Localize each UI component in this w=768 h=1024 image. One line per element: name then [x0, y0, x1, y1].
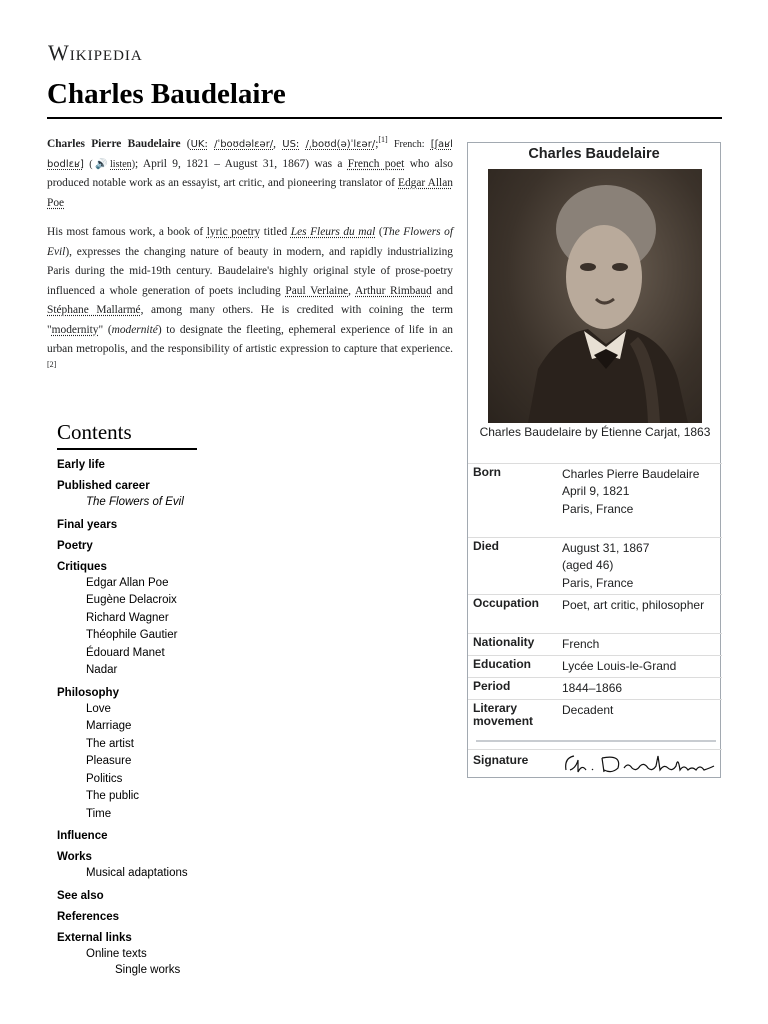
lead-paragraph-2: His most famous work, a book of lyric poetry titled Les Fleurs du mal (The Flowers of Evil), expresses the changing nature of beauty in modern, and rapidly industrializing Paris during the mid-19th century. Baudelaire's highly original style of prose-poetry influenced a whole generation of poets including Paul Verlaine, Arthur Rimbaud and Stéphane Mallarmé, among many others. He is credited with coining the term "modernity" (modernité) to designate the fleeting, ephemeral experience of life in an urban metropolis, and the responsibility of artistic expression to capture that experience.[2]	[47, 226, 453, 369]
toc-subitem-the-flowers-of-evil[interactable]: The Flowers of Evil	[86, 496, 184, 508]
portrait-photo[interactable]	[488, 169, 702, 423]
signature-label: Signature	[473, 753, 529, 767]
subject-name: Charles Pierre Baudelaire	[47, 138, 181, 150]
toc-subitem-eugene-delacroix[interactable]: Eugène Delacroix	[86, 594, 177, 606]
occupation-value: Poet, art critic, philosopher	[562, 598, 705, 612]
toc-list	[57, 458, 357, 979]
flowers-of-evil-title: The Flowers of Evil	[47, 226, 453, 258]
period-label: Period	[473, 679, 511, 693]
nationality-value: French	[562, 637, 600, 651]
uk-label-link[interactable]: UK:	[190, 139, 208, 150]
french-poet-link[interactable]: French poet	[347, 157, 405, 170]
table-of-contents	[57, 420, 357, 979]
infobox-row-period	[468, 677, 722, 699]
toc-subitem-love[interactable]: Love	[86, 702, 111, 715]
toc-subsubitem-single-works[interactable]: Single works	[115, 964, 181, 976]
infobox-row-signature	[468, 749, 722, 777]
us-label-link[interactable]: US:	[282, 139, 300, 150]
signature-drawing	[562, 752, 718, 776]
toc-item-critiques[interactable]: Critiques	[57, 560, 107, 573]
contents-heading: Contents	[57, 420, 197, 450]
lyric-poetry-link[interactable]: lyric poetry	[206, 226, 261, 238]
died-value: August 31, 1867 (aged 46) Paris, France	[562, 541, 650, 590]
les-fleurs-du-mal-link[interactable]: Les Fleurs du mal	[290, 226, 376, 238]
toc-subitem-theophile-gautier[interactable]: Théophile Gautier	[86, 629, 178, 641]
toc-subitem-the-artist[interactable]: The artist	[86, 737, 134, 750]
lead-paragraph-1: Charles Pierre Baudelaire (UK: /ˈboʊdəlɛər/, US: /ˌboʊd(ə)ˈlɛər/;[1] French: [ʃaʁl bodlɛʁ] (🔊listen); April 9, 1821 – August 31, 1867) was a French poet who also produced notable work as an essayist, art critic, and pioneering translator of Edgar Allan Poe	[47, 135, 453, 209]
toc-subitem-the-public[interactable]: The public	[86, 790, 140, 802]
listen-audio-link[interactable]: (🔊listen)	[89, 158, 136, 170]
page-title: Charles Baudelaire	[47, 78, 286, 110]
died-label: Died	[473, 539, 500, 553]
toc-item-see-also[interactable]: See also	[57, 889, 104, 902]
toc-subitem-time[interactable]: Time	[86, 807, 112, 820]
toc-item-philosophy[interactable]: Philosophy	[57, 686, 119, 699]
infobox-row-died	[468, 537, 722, 594]
toc-subitem-musical-adaptations[interactable]: Musical adaptations	[86, 867, 188, 879]
occupation-label: Occupation	[473, 596, 540, 610]
born-value: Charles Pierre Baudelaire April 9, 1821 Paris, France	[562, 467, 700, 516]
toc-item-influence[interactable]: Influence	[57, 830, 108, 842]
arthur-rimbaud-link[interactable]: Arthur Rimbaud	[355, 284, 432, 297]
portrait-illustration	[488, 169, 702, 423]
toc-subitem-politics[interactable]: Politics	[86, 772, 123, 785]
education-value[interactable]: Lycée Louis-le-Grand	[562, 659, 677, 673]
toc-item-early-life[interactable]: Early life	[57, 459, 105, 471]
uk-ipa-link[interactable]: /ˈboʊdəlɛər/	[214, 139, 274, 150]
period-value: 1844–1866	[562, 681, 623, 695]
toc-subitem-marriage[interactable]: Marriage	[86, 720, 132, 732]
stephane-mallarme-link[interactable]: Stéphane Mallarmé	[47, 304, 141, 316]
life-dates: April 9, 1821 – August 31, 1867	[142, 157, 306, 170]
toc-item-references[interactable]: References	[57, 910, 120, 923]
infobox-row-movement	[468, 699, 722, 735]
modernite-term: modernité	[111, 323, 158, 336]
toc-item-external-links[interactable]: External links	[57, 931, 132, 944]
us-ipa-link[interactable]: /ˌboʊd(ə)ˈlɛər/	[305, 139, 376, 150]
lead-section	[47, 135, 453, 389]
toc-subitem-richard-wagner[interactable]: Richard Wagner	[86, 611, 169, 624]
wikipedia-logo[interactable]: Wikipedia	[48, 40, 143, 65]
infobox	[467, 142, 721, 778]
toc-item-published-career[interactable]: Published career	[57, 480, 150, 492]
infobox-row-nationality	[468, 633, 722, 655]
toc-subitem-pleasure[interactable]: Pleasure	[86, 755, 132, 767]
infobox-row-occupation	[468, 594, 722, 633]
modernity-link[interactable]: modernity	[51, 323, 99, 336]
french-ipa-link[interactable]: [ʃaʁl bodlɛʁ]	[47, 139, 453, 170]
title-divider	[47, 117, 722, 119]
toc-subitem-online-texts[interactable]: Online texts	[86, 947, 147, 960]
education-label: Education	[473, 657, 532, 671]
toc-subitem-edouard-manet[interactable]: Édouard Manet	[86, 646, 165, 659]
toc-item-works[interactable]: Works	[57, 851, 92, 863]
toc-item-poetry[interactable]: Poetry	[57, 539, 93, 552]
movement-value[interactable]: Decadent	[562, 703, 614, 717]
toc-subitem-nadar[interactable]: Nadar	[86, 664, 118, 676]
reference-2[interactable]: [2]	[47, 359, 57, 369]
infobox-title: Charles Baudelaire	[528, 146, 660, 162]
edgar-allan-poe-link[interactable]: Edgar Allan Poe	[47, 177, 453, 209]
movement-label: Literary movement	[473, 701, 534, 728]
portrait-caption: Charles Baudelaire by Étienne Carjat, 1863	[479, 425, 711, 439]
toc-subitem-edgar-allan-poe[interactable]: Edgar Allan Poe	[86, 576, 169, 589]
infobox-row-born	[468, 463, 722, 537]
signature-image	[562, 752, 718, 779]
toc-item-final-years[interactable]: Final years	[57, 518, 118, 531]
born-label: Born	[473, 465, 501, 479]
infobox-separator	[476, 740, 716, 742]
infobox-row-education	[468, 655, 722, 677]
speaker-icon: 🔊	[92, 158, 111, 170]
nationality-label: Nationality	[473, 635, 535, 649]
french-label: French:	[393, 139, 425, 150]
reference-1[interactable]: [1]	[378, 135, 388, 145]
paul-verlaine-link[interactable]: Paul Verlaine	[285, 284, 349, 297]
